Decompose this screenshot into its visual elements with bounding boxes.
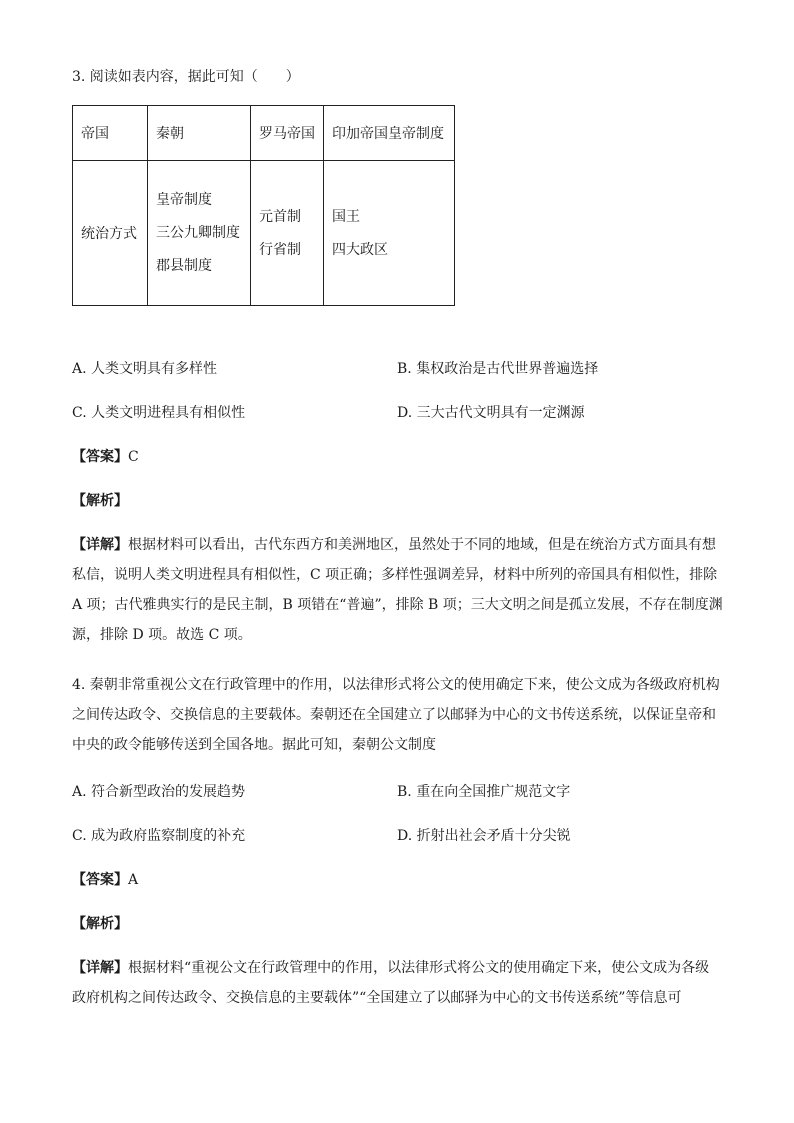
stem-line: 之间传达政令、交换信息的主要载体。秦朝还在全国建立了以邮驿为中心的文书传送系统，以保证皇帝和 (72, 707, 716, 723)
qin-cell (148, 161, 251, 306)
cell-line: 郡县制度 (156, 258, 212, 274)
answer-value: A (128, 872, 139, 888)
cell-line: 国王 (332, 208, 360, 225)
q3-detail (72, 530, 724, 650)
q4-answer (72, 869, 138, 889)
q3-comparison-table (72, 105, 455, 306)
table-header-cell: 秦朝 (148, 106, 251, 161)
detail-line: A 项；古代雅典实行的是民主制，B 项错在“普遍”，排除 B 项；三大文明之间是孤立发展，不存在制度渊 (72, 597, 723, 613)
q4-detail (72, 953, 724, 1013)
detail-line: 私信，说明人类文明进程具有相似性，C 项正确；多样性强调差异，材料中所列的帝国具有相似性，排除 (72, 567, 718, 583)
table-header-row (73, 106, 455, 161)
answer-tag: 【答案】 (72, 872, 128, 888)
detail-tag: 【详解】 (72, 960, 128, 976)
detail-line: 政府机构之间传达政令、交换信息的主要载体”“全国建立了以邮驿为中心的文书传送系统”等信息可 (72, 990, 682, 1006)
q3-analysis-tag: 【解析】 (72, 493, 128, 509)
table-row (73, 161, 455, 306)
q4-option-c: C. 成为政府监察制度的补充 (72, 828, 246, 844)
cell-line: 行省制 (259, 241, 301, 258)
detail-line: 【详解】根据材料可以看出，古代东西方和美洲地区，虽然处于不同的地域，但是在统治方式方面具有想 (72, 537, 716, 553)
q3-option-d: D. 三大古代文明具有一定渊源 (397, 405, 585, 421)
q4-analysis-tag: 【解析】 (72, 916, 128, 932)
detail-line: 【详解】根据材料“重视公文在行政管理中的作用，以法律形式将公文的使用确定下来，使公文成为各级 (72, 960, 710, 976)
q4-option-b: B. 重在向全国推广规范文字 (397, 784, 571, 800)
table-header-cell: 帝国 (73, 106, 148, 161)
row-label: 统治方式 (73, 161, 148, 306)
q4-stem (72, 670, 724, 760)
rome-cell (251, 161, 324, 306)
q3-option-b: B. 集权政治是古代世界普遍选择 (397, 361, 599, 377)
q3-option-c: C. 人类文明进程具有相似性 (72, 405, 246, 421)
q3-answer (72, 446, 139, 466)
cell-line: 三公九卿制度 (156, 225, 240, 241)
inca-cell (324, 161, 455, 306)
cell-line: 皇帝制度 (156, 192, 212, 208)
answer-value: C (128, 449, 139, 465)
table-header-cell: 罗马帝国 (251, 106, 324, 161)
answer-tag: 【答案】 (72, 449, 128, 465)
cell-line: 元首制 (259, 208, 301, 225)
q3-option-a: A. 人类文明具有多样性 (72, 361, 218, 377)
q4-option-d: D. 折射出社会矛盾十分尖锐 (397, 828, 571, 844)
cell-line: 四大政区 (332, 241, 388, 258)
detail-tag: 【详解】 (72, 537, 128, 553)
stem-line: 4. 秦朝非常重视公文在行政管理中的作用，以法律形式将公文的使用确定下来，使公文成为各级政府机构 (72, 677, 720, 693)
detail-line: 源，排除 D 项。故选 C 项。 (72, 627, 252, 643)
q4-option-a: A. 符合新型政治的发展趋势 (72, 784, 246, 800)
q3-stem: 3. 阅读如表内容，据此可知（ ） (72, 69, 300, 85)
table-header-cell: 印加帝国皇帝制度 (324, 106, 455, 161)
stem-line: 中央的政令能够传送到全国各地。据此可知，秦朝公文制度 (72, 737, 436, 753)
